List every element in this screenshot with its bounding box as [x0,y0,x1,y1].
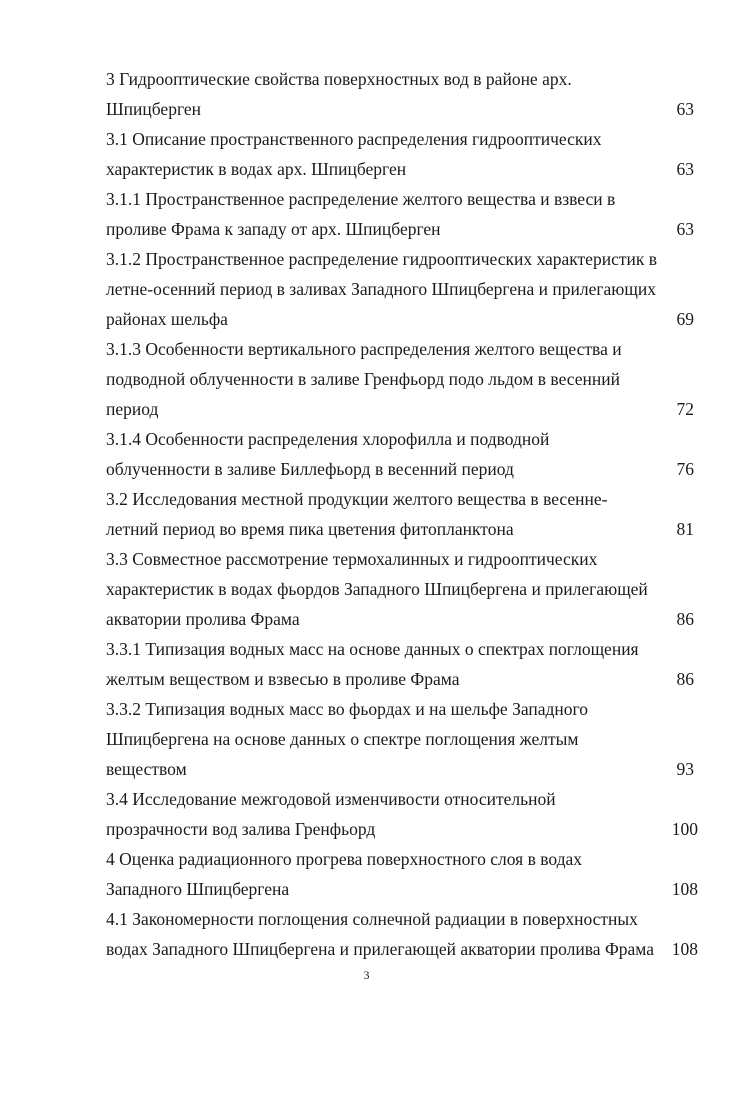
toc-entry-line: 3.4 Исследование межгодовой изменчивости относительной [106,789,556,809]
toc-entry-line: акватории пролива Фрама [106,609,300,629]
toc-entry [106,844,702,904]
toc-entry [106,184,702,244]
toc-entry [106,244,702,334]
toc-entry-line: характеристик в водах арх. Шпицберген [106,159,407,179]
toc-entry [106,784,702,844]
toc-entry-line: 3.1.3 Особенности вертикального распределения желтого вещества и [106,339,622,359]
table-of-contents [106,64,702,964]
toc-entry-line: Шпицбергена на основе данных о спектре поглощения желтым [106,729,579,749]
toc-page-number: 100 [671,819,698,839]
toc-entry-line: 4.1 Закономерности поглощения солнечной радиации в поверхностных [106,909,638,929]
toc-entry-line: проливе Фрама к западу от арх. Шпицберген [106,219,441,239]
toc-entry-line: характеристик в водах фьордов Западного Шпицбергена и прилегающей [106,579,648,599]
toc-page-number: 76 [676,459,694,479]
toc-entry-line: Западного Шпицбергена [106,879,290,899]
toc-page-number: 69 [676,309,694,329]
toc-entry-line: желтым веществом и взвесью в проливе Фрама [106,669,460,689]
toc-page-number: 72 [676,399,694,419]
toc-page-number: 63 [676,219,694,239]
toc-entry-line: 3.1 Описание пространственного распределения гидрооптических [106,129,602,149]
toc-entry [106,484,702,544]
toc-entry-line: облученности в заливе Биллефьорд в весенний период [106,459,514,479]
toc-entry [106,694,702,784]
toc-entry [106,64,702,124]
toc-entry [106,544,702,634]
toc-entry [106,634,702,694]
toc-entry-line: 4 Оценка радиационного прогрева поверхностного слоя в водах [106,849,583,869]
toc-entry [106,424,702,484]
toc-entry-line: районах шельфа [106,309,228,329]
toc-entry-line: водах Западного Шпицбергена и прилегающей акватории пролива Фрама [106,939,655,959]
toc-page-number: 108 [671,879,698,899]
toc-page-number: 81 [676,519,694,539]
toc-entry-line: период [106,399,159,419]
toc-entry-line: подводной облученности в заливе Гренфьорд подо льдом в весенний [106,369,620,389]
page-footer-number: 3 [363,968,370,982]
toc-page-number: 93 [676,759,694,779]
toc-entry-line: летне-осенний период в заливах Западного Шпицбергена и прилегающих [106,279,656,299]
toc-entry [106,124,702,184]
toc-page-number: 86 [676,609,694,629]
toc-entry [106,334,702,424]
toc-entry-line: Шпицберген [106,99,202,119]
toc-entry-line: 3.1.1 Пространственное распределение желтого вещества и взвеси в [106,189,616,209]
toc-entry-line: прозрачности вод залива Гренфьорд [106,819,376,839]
toc-entry-line: 3 Гидрооптические свойства поверхностных вод в районе арх. [106,69,572,89]
toc-entry-line: 3.3 Совместное рассмотрение термохалинных и гидрооптических [106,549,598,569]
toc-page-number: 86 [676,669,694,689]
toc-page-number: 108 [671,939,698,959]
toc-entry-line: 3.1.4 Особенности распределения хлорофилла и подводной [106,429,550,449]
toc-entry-line: 3.3.2 Типизация водных масс во фьордах и на шельфе Западного [106,699,589,719]
toc-entry-line: веществом [106,759,187,779]
toc-entry-line: 3.2 Исследования местной продукции желтого вещества в весенне- [106,489,608,509]
toc-entry-line: летний период во время пика цветения фитопланктона [106,519,514,539]
toc-entry [106,904,702,964]
toc-entry-line: 3.1.2 Пространственное распределение гидрооптических характеристик в [106,249,657,269]
toc-entry-line: 3.3.1 Типизация водных масс на основе данных о спектрах поглощения [106,639,639,659]
toc-page-number: 63 [676,159,694,179]
toc-page-number: 63 [676,99,694,119]
